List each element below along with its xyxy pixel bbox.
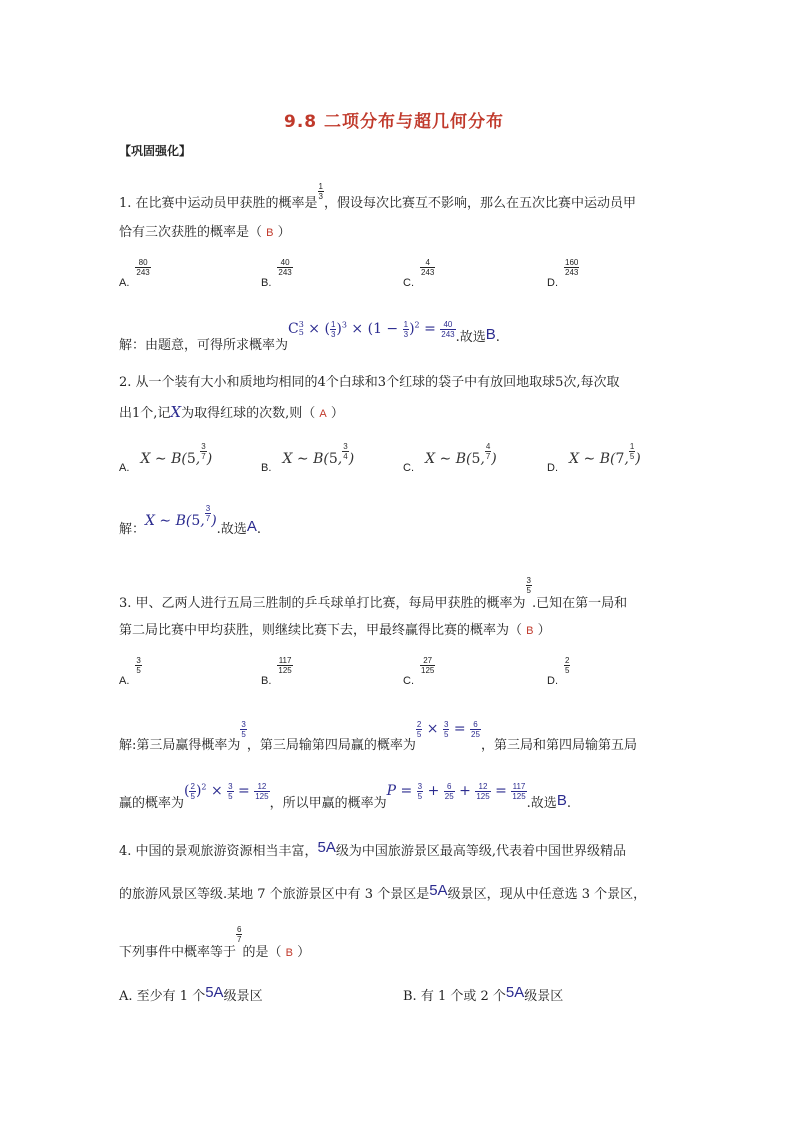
q1-option-b: B. $\frac{40}{243}$ xyxy=(261,258,292,290)
section-heading: 【巩固强化】 xyxy=(119,144,192,158)
q3-option-a: A. $\frac{3}{5}$ xyxy=(119,656,141,688)
q4-option-a: A. 至少有 1 个5A级景区 xyxy=(119,984,263,1004)
q2-option-a: $_{A.}$ X ∼ B(5, $\frac{3}{7}$ ) xyxy=(119,441,213,474)
q1-option-a: A. $\frac{80}{243}$ xyxy=(119,258,150,290)
q3-line1: 3. 甲、乙两人进行五局三胜制的乒乓球单打比赛，每局甲获胜的概率为 $\frac{3}{5}$ .已知在第一局和 xyxy=(119,576,628,611)
q1-answer: B xyxy=(266,227,274,239)
q1-line2: 恰有三次获胜的概率是（ B ） xyxy=(119,225,291,240)
q2-answer: A xyxy=(319,408,327,420)
q1-solution: 解：由题意，可得所求概率为C 3 5 × ( $\frac{1}{3}$ )$^3$ × (1 − $\frac{1}{3}$ )$^2$ = $\frac{40}{243}$ .故选B. xyxy=(119,319,500,353)
q2-option-d: $_{D.}$ X ∼ B(7, $\frac{1}{5}$ ) xyxy=(547,441,641,474)
q3-option-b: B. $\frac{117}{125}$ xyxy=(261,656,292,688)
q4-line2: 的旅游风景区等级.某地 7 个旅游景区中有 3 个景区是5A级景区，现从中任意选 3 个景区， xyxy=(119,882,647,902)
q2-solution: 解：X ∼ B(5, $\frac{3}{7}$ ).故选A. xyxy=(119,503,261,537)
q3-solution-answer: B xyxy=(556,792,567,809)
q2-option-c: $_{C.}$ X ∼ B(5, $\frac{4}{7}$ ) xyxy=(403,441,497,474)
q3-option-d: D. $\frac{2}{5}$ xyxy=(547,656,570,688)
q3-solution-line1: 解:第三局赢得概率为 $\frac{3}{5}$ ，第三局输第四局赢的概率为 $\frac{2}{5}$ × $\frac{3}{5}$ = $\frac{6}{25}$ ，第三局和第四局输第五局 xyxy=(119,719,637,753)
q4-answer: B xyxy=(285,947,293,959)
q1-line1: 1. 在比赛中运动员甲获胜的概率是 $\frac{1}{3}$ ，假设每次比赛互不影响，那么在五次比赛中运动员甲 xyxy=(119,182,637,211)
q4-option-b: B. 有 1 个或 2 个5A级景区 xyxy=(403,984,564,1004)
q2-solution-answer: A xyxy=(246,518,257,535)
q3-option-c: C. $\frac{27}{125}$ xyxy=(403,656,435,688)
q1-prob-fraction: $\frac{1}{3}$ xyxy=(318,182,323,201)
q4-line1: 4. 中国的景观旅游资源相当丰富，5A级为中国旅游景区最高等级,代表着中国世界级精品 xyxy=(119,839,627,859)
q4-line3: 下列事件中概率等于 $\frac{6}{7}$ 的是（ $_B$ ） xyxy=(119,925,311,960)
q1-option-d: D. $\frac{160}{243}$ xyxy=(547,258,579,290)
q3-solution-line2: 赢的概率为( $\frac{2}{5}$ )$^2$ × $\frac{3}{5}$ = $\frac{12}{125}$ ，所以甲赢的概率为P = $\frac{3}{5}$ + $\frac{6}{25}$ + $\frac{12}{125}$ = $\frac{117}{125}$ .故选B. xyxy=(119,781,571,811)
q3-prob-fraction: $\frac{3}{5}$ xyxy=(526,576,531,595)
q1-solution-answer: B xyxy=(485,326,496,343)
q3-line2: 第二局比赛中甲均获胜，则继续比赛下去，甲最终赢得比赛的概率为（ B ） xyxy=(119,623,551,638)
q2-option-b: $_{B.}$ X ∼ B(5, $\frac{3}{4}$ ) xyxy=(261,441,355,474)
q2-line1: 2. 从一个装有大小和质地均相同的4个白球和3个红球的袋子中有放回地取球5次,每次取 xyxy=(119,375,620,390)
q4-prob-fraction: $\frac{6}{7}$ xyxy=(237,925,242,944)
q1-text: 1. 在比赛中运动员甲获胜的概率是 xyxy=(119,196,318,211)
q1-formula: C 3 5 × ( $\frac{1}{3}$ )$^3$ × (1 − $\frac{1}{3}$ )$^2$ = $\frac{40}{243}$ xyxy=(288,319,455,339)
q3-answer: B xyxy=(526,625,534,637)
page-title: 9.8 二项分布与超几何分布 xyxy=(284,112,505,132)
q1-option-c: C. $\frac{4}{243}$ xyxy=(403,258,435,290)
q2-line2: 出1个,记X为取得红球的次数,则（ A ） xyxy=(119,403,344,421)
